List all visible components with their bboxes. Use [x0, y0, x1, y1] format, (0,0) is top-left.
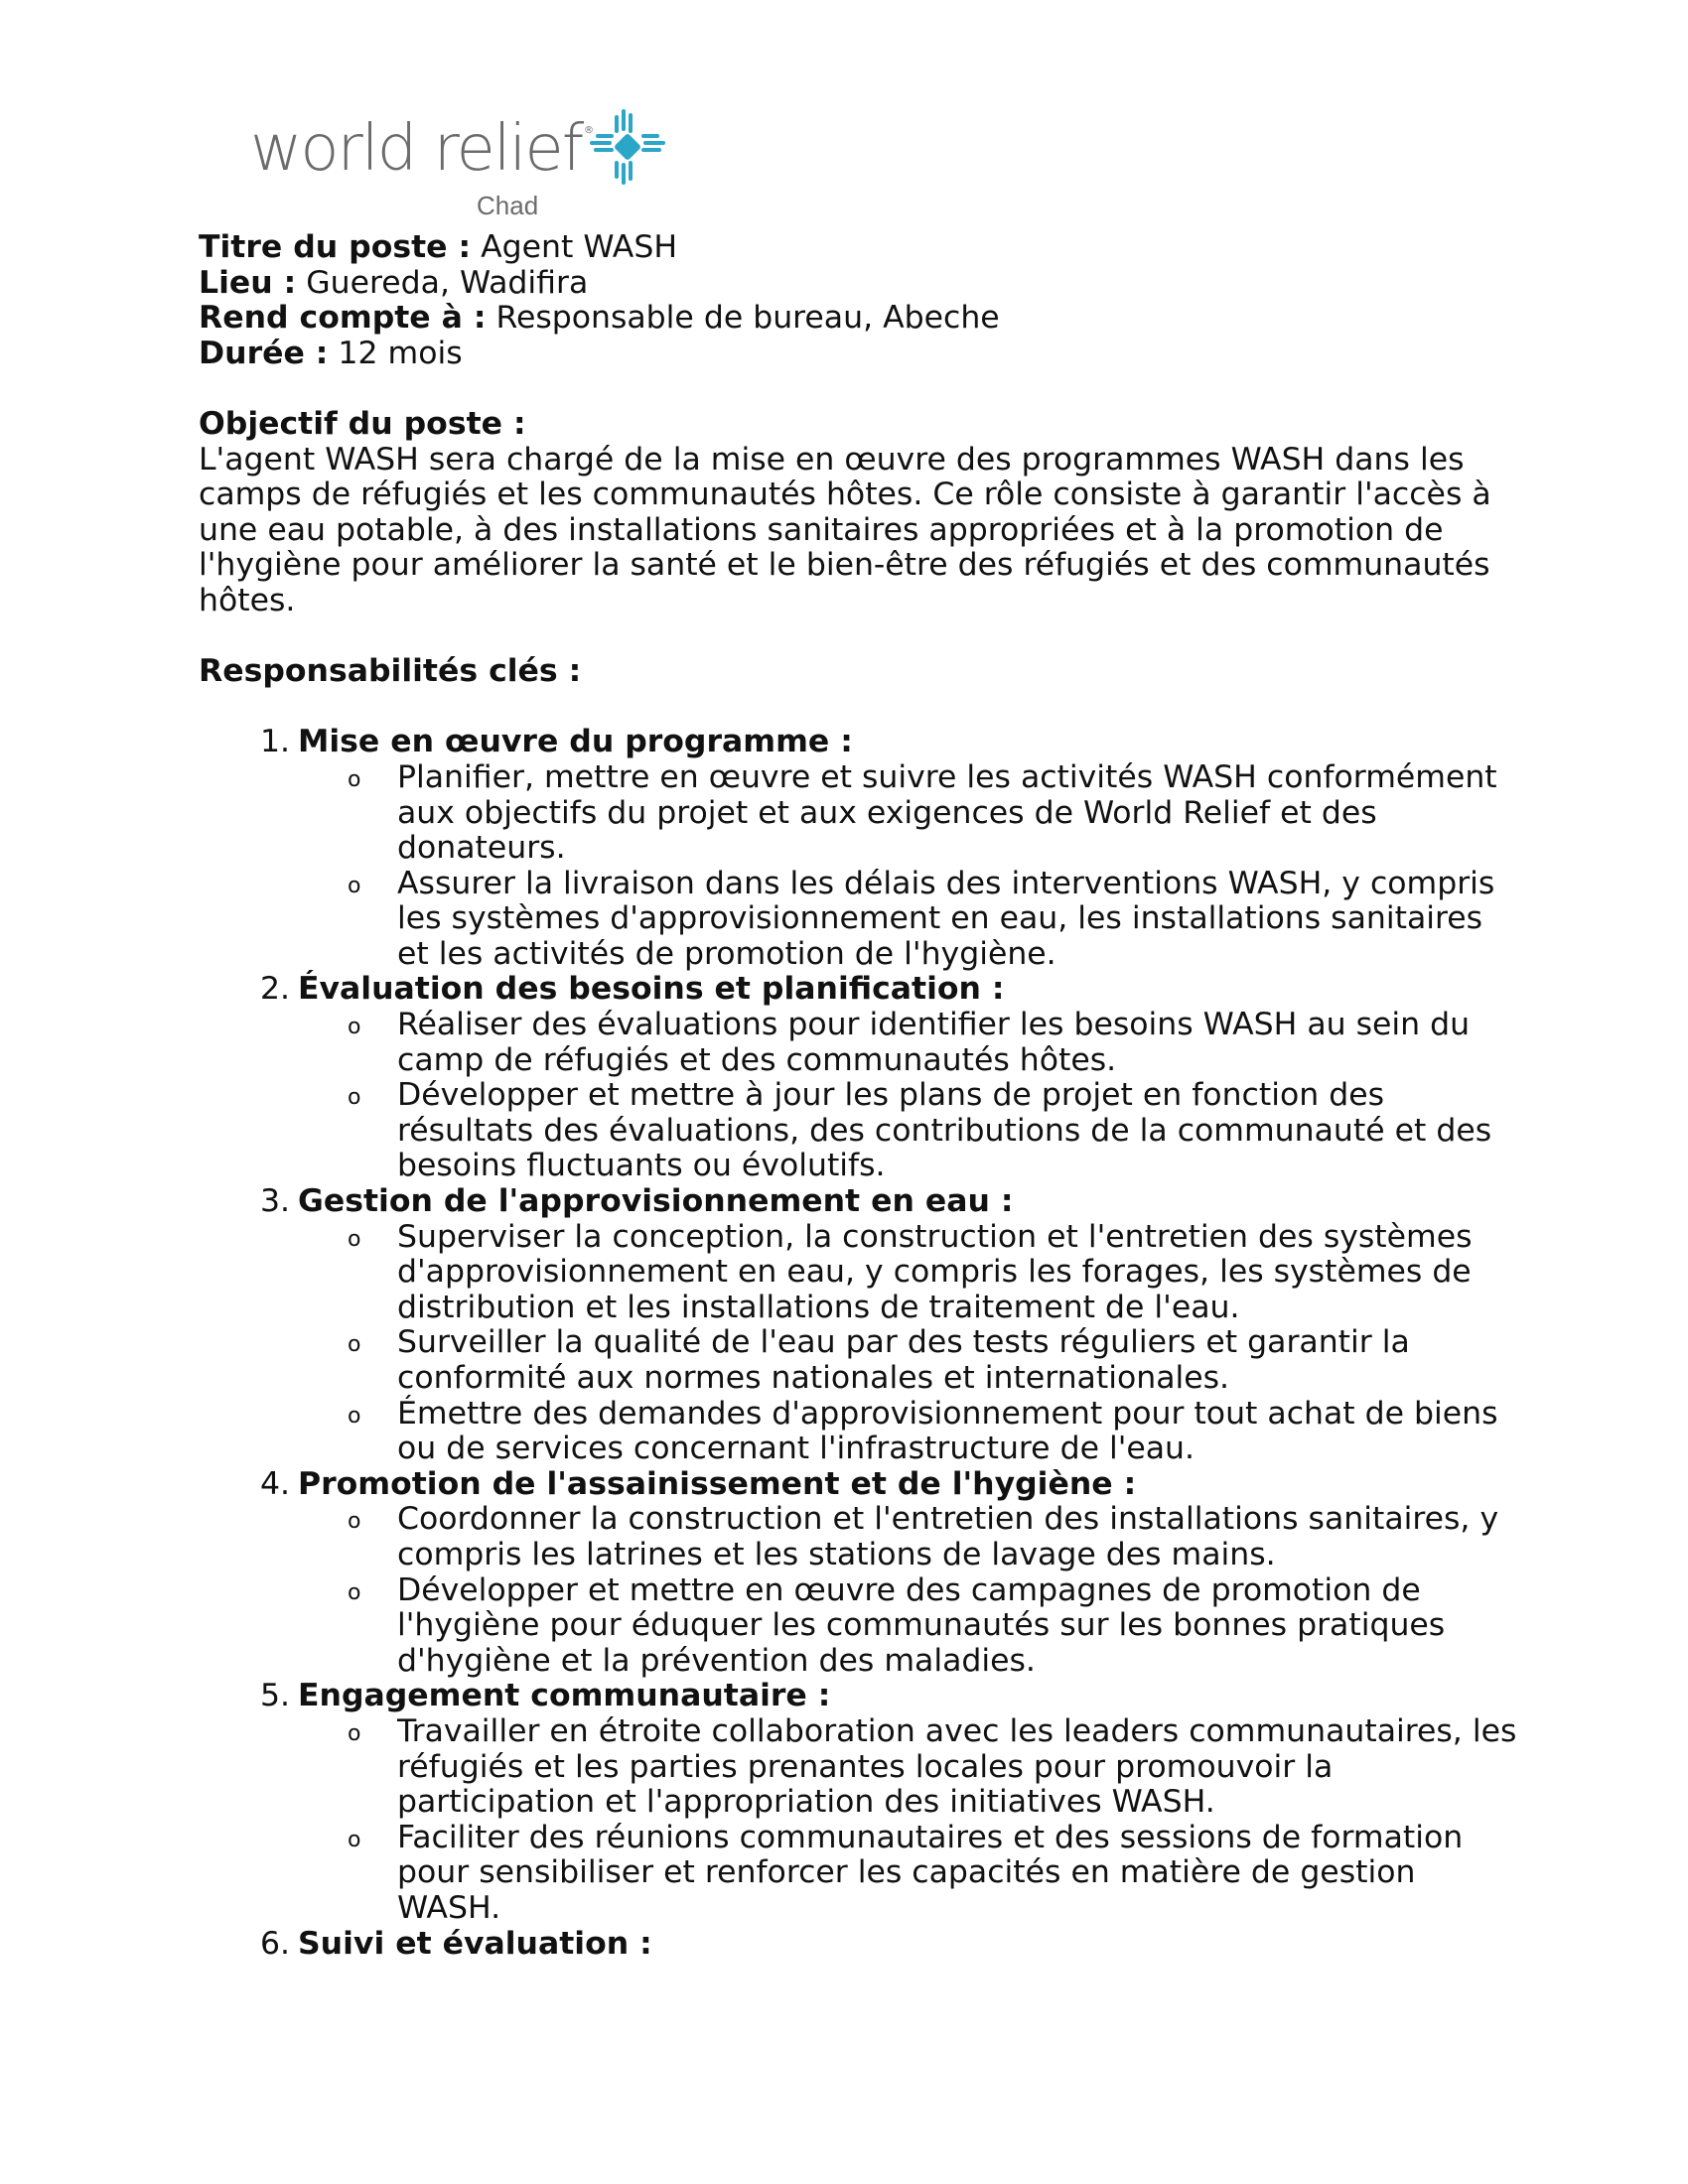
job-title-value: Agent WASH [481, 229, 677, 265]
section-title: Suivi et évaluation : [298, 1925, 652, 1962]
world-relief-logo [250, 107, 647, 221]
reports-to-value: Responsable de bureau, Abeche [495, 300, 1000, 337]
objective-line: une eau potable, à des installations sanitaires appropriées et à la promotion de [199, 511, 1444, 548]
section-title: Mise en œuvre du programme : [298, 724, 853, 760]
location-value: Guereda, Wadifira [306, 264, 589, 301]
responsibilities-list [199, 724, 1517, 1962]
duration-value: 12 mois [338, 335, 463, 371]
section-number: 5. [259, 1678, 290, 1714]
section-title: Promotion de l'assainissement et de l'hygiène : [298, 1465, 1137, 1502]
objective-line: camps de réfugiés et les communautés hôtes. Ce rôle consiste à garantir l'accès à [199, 477, 1491, 513]
bullet-item [199, 867, 1509, 973]
bullet-line: d'approvisionnement en eau, y compris les forages, les systèmes de [397, 1254, 1472, 1291]
objective-heading: Objectif du poste : [199, 405, 526, 442]
hollow-bullet-icon: o [348, 766, 361, 792]
cross-emblem-icon [588, 107, 667, 187]
bullet-line: participation et l'appropriation des initiatives WASH. [397, 1784, 1215, 1821]
job-title-label: Titre du poste : [199, 229, 472, 265]
document-body [199, 229, 1517, 1962]
objective-line: L'agent WASH sera chargé de la mise en œuvre des programmes WASH dans les [199, 441, 1465, 478]
bullet-line: Surveiller la qualité de l'eau par des tests réguliers et garantir la [397, 1324, 1410, 1361]
bullet-line: réfugiés et les parties prenantes locales pour promouvoir la [397, 1748, 1334, 1785]
bullet-item [199, 1325, 1509, 1396]
bullet-item [199, 1573, 1509, 1680]
section-title: Gestion de l'approvisionnement en eau : [298, 1183, 1014, 1220]
responsibilities-heading: Responsabilités clés : [199, 653, 582, 690]
location-line [199, 266, 1509, 302]
responsibility-section [199, 972, 1509, 1008]
responsibility-section [199, 1679, 1509, 1714]
reports-to-line [199, 301, 1509, 337]
bullet-item [199, 1008, 1509, 1078]
bullet-line: Assurer la livraison dans les délais des interventions WASH, y compris [397, 865, 1495, 901]
bullet-line: Réaliser des évaluations pour identifier les besoins WASH au sein du [397, 1007, 1471, 1043]
hollow-bullet-icon: o [348, 1403, 361, 1429]
bullet-line: conformité aux normes nationales et internationales. [397, 1360, 1230, 1396]
section-title: Évaluation des besoins et planification : [298, 971, 1005, 1008]
bullet-item [199, 1821, 1509, 1927]
bullet-line: Développer et mettre en œuvre des campagnes de promotion de [397, 1571, 1421, 1608]
logo-registered-mark: ® [584, 125, 594, 136]
hollow-bullet-icon: o [348, 1015, 361, 1040]
bullet-line: les systèmes d'approvisionnement en eau, les installations sanitaires [397, 900, 1483, 937]
bullet-line: distribution et les installations de traitement de l'eau. [397, 1289, 1240, 1325]
section-title: Engagement communautaire : [298, 1678, 831, 1714]
job-title-line [199, 230, 1509, 266]
hollow-bullet-icon: o [348, 1332, 361, 1358]
bullet-line: WASH. [397, 1889, 501, 1926]
bullet-line: aux objectifs du projet et aux exigences de World Relief et des [397, 794, 1377, 831]
hollow-bullet-icon: o [348, 1720, 361, 1746]
bullet-line: d'hygiène et la prévention des maladies. [397, 1642, 1036, 1679]
bullet-line: Coordonner la construction et l'entretien des installations sanitaires, y [397, 1501, 1499, 1538]
bullet-line: Travailler en étroite collaboration avec les leaders communautaires, les [397, 1712, 1517, 1749]
bullet-item [199, 1220, 1509, 1326]
hollow-bullet-icon: o [348, 1579, 361, 1605]
bullet-line: pour sensibiliser et renforcer les capacités en matière de gestion [397, 1854, 1416, 1891]
objective-paragraph [199, 443, 1509, 619]
bullet-line: Planifier, mettre en œuvre et suivre les activités WASH conformément [397, 758, 1497, 795]
bullet-line: ou de services concernant l'infrastructure de l'eau. [397, 1431, 1196, 1467]
bullet-item [199, 1712, 1517, 1821]
responsibility-section [199, 725, 1509, 760]
bullet-line: besoins fluctuants ou évolutifs. [397, 1148, 886, 1184]
logo-country: Chad [477, 191, 539, 220]
logo-wordmark: world relief [250, 112, 583, 186]
objective-line: hôtes. [199, 582, 296, 618]
bullet-item [199, 1078, 1509, 1184]
section-number: 1. [259, 724, 290, 760]
responsibility-section [199, 1927, 1509, 1963]
hollow-bullet-icon: o [348, 1509, 361, 1535]
hollow-bullet-icon: o [348, 1226, 361, 1252]
bullet-line: et les activités de promotion de l'hygiène. [397, 935, 1056, 972]
responsibility-section [199, 1184, 1509, 1220]
bullet-item [199, 1397, 1509, 1467]
hollow-bullet-icon: o [348, 873, 361, 898]
bullet-line: résultats des évaluations, des contributions de la communauté et des [397, 1112, 1492, 1149]
duration-line [199, 337, 1509, 372]
bullet-line: Superviser la conception, la construction et l'entretien des systèmes [397, 1218, 1473, 1255]
bullet-line: compris les latrines et les stations de lavage des mains. [397, 1536, 1276, 1572]
bullet-line: Faciliter des réunions communautaires et des sessions de formation [397, 1819, 1464, 1855]
bullet-line: Émettre des demandes d'approvisionnement pour tout achat de biens [397, 1395, 1498, 1432]
section-number: 4. [259, 1465, 290, 1502]
bullet-line: donateurs. [397, 830, 566, 867]
bullet-line: l'hygiène pour éduquer les communautés sur les bonnes pratiques [397, 1607, 1446, 1644]
objective-line: l'hygiène pour améliorer la santé et le bien-être des réfugiés et des communautés [199, 547, 1490, 584]
section-number: 6. [259, 1925, 290, 1962]
hollow-bullet-icon: o [348, 1827, 361, 1852]
duration-label: Durée : [199, 335, 329, 371]
bullet-item [199, 1502, 1509, 1572]
section-number: 2. [259, 971, 290, 1008]
bullet-item [199, 760, 1509, 867]
responsibility-section [199, 1467, 1509, 1503]
bullet-line: Développer et mettre à jour les plans de projet en fonction des [397, 1077, 1384, 1114]
reports-to-label: Rend compte à : [199, 300, 487, 337]
location-label: Lieu : [199, 264, 297, 301]
bullet-line: camp de réfugiés et des communautés hôtes. [397, 1041, 1117, 1078]
section-number: 3. [259, 1183, 290, 1220]
hollow-bullet-icon: o [348, 1085, 361, 1111]
